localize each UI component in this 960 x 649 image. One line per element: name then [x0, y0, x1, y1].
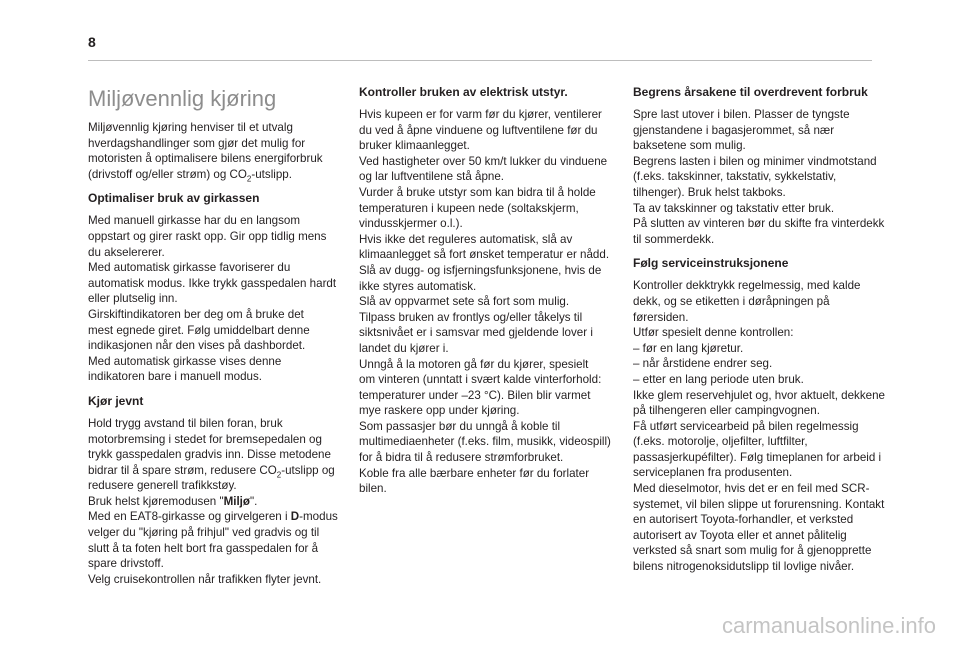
text-line: autorisert av Toyota eller et annet pålitelig	[633, 528, 847, 542]
header-divider	[88, 60, 872, 61]
smooth-driving-paragraph	[88, 416, 350, 588]
text-line	[88, 167, 350, 183]
text-line: indikatoren bare i manuell modus.	[88, 370, 263, 384]
bold-text: Miljø	[223, 494, 250, 508]
text-line: siktsnivået er i samsvar med gjeldende lover i	[359, 326, 593, 340]
text-line: og lar luftventilene stå åpne.	[359, 170, 505, 184]
text-line: Hvis ikke det reguleres automatisk, slå av	[359, 232, 573, 246]
text-line: multimediaenheter (f.eks. film, musikk, videospill)	[359, 435, 611, 449]
gearbox-paragraph	[88, 213, 350, 385]
text-line	[88, 509, 350, 525]
text-line: bilen.	[359, 482, 387, 496]
text-line: Kontroller dekktrykk regelmessig, med kalde	[633, 279, 861, 293]
text-line: førersiden.	[633, 310, 689, 324]
text-line: (f.eks. takskinner, takstativ, sykkelstativ,	[633, 170, 837, 184]
column-3	[633, 84, 901, 583]
text-line: du akselererer.	[88, 245, 165, 259]
text-line: Begrens lasten i bilen og minimer vindmotstand	[633, 154, 877, 168]
text-fragment: Bruk helst kjøremodusen "	[88, 494, 224, 508]
text-line: (f.eks. motorolje, oljefilter, luftfilter,	[633, 435, 808, 449]
text-fragment: ".	[249, 494, 258, 508]
text-line: verksted så snart som mulig for å gjenopprette	[633, 544, 872, 558]
text-line: automatisk modus. Ikke trykk gasspedalen hardt	[88, 276, 337, 290]
text-line: bruker klimaanlegget.	[359, 139, 470, 153]
text-line: temperaturer under –23 °C). Bilen blir varmet	[359, 388, 591, 402]
intro-paragraph	[88, 120, 350, 182]
text-line: Girskiftindikatoren ber deg om å bruke det	[88, 307, 304, 321]
text-line: Ta av takskinner og takstativ etter bruk.	[633, 201, 835, 215]
text-line: mye raskere opp under kjøring.	[359, 404, 520, 418]
text-fragment: bidrar til å spare strøm, redusere CO	[88, 463, 277, 477]
watermark: carmanualsonline.info	[721, 613, 936, 638]
text-line: til sommerdekk.	[633, 232, 715, 246]
text-line: Med dieselmotor, hvis det er en feil med SCR-	[633, 482, 870, 496]
section-heading-service: Følg serviceinstruksjonene	[633, 256, 789, 271]
text-line: Velg cruisekontrollen når trafikken flyter jevnt.	[88, 572, 322, 586]
text-fragment: -utslipp.	[251, 167, 292, 181]
text-line: passasjerkupéfilter). Følg timeplanen for arbeid i	[633, 450, 882, 464]
text-line	[88, 463, 350, 479]
text-line: Slå av dugg- og isfjerningsfunksjonene, hvis de	[359, 263, 602, 277]
text-line: dekk, og se etiketten i døråpningen på	[633, 294, 830, 308]
section-heading-consumption: Begrens årsakene til overdrevent forbruk	[633, 85, 868, 99]
text-line: Unngå å la motoren gå før du kjører, spesielt	[359, 357, 589, 371]
text-line: Hvis kupeen er for varm før du kjører, ventilerer	[359, 108, 602, 121]
text-line: Med automatisk girkasse vises denne	[88, 354, 282, 368]
text-line: spare drivstoff.	[88, 557, 164, 571]
text-line: – etter en lang periode uten bruk.	[633, 372, 804, 386]
text-line: velger du "kjøring på frihjul" ved gradvis og til	[88, 526, 320, 540]
text-line: Miljøvennlig kjøring henviser til et utvalg	[88, 121, 293, 134]
text-line: vindusskjermer o.l.).	[359, 217, 463, 231]
text-line: om vinteren (unntatt i svært kalde vinterforhold:	[359, 373, 602, 387]
text-line: du ved å åpne vinduene og luftventilene før du	[359, 123, 598, 137]
page-title: Miljøvennlig kjøring	[88, 86, 277, 111]
text-line: Koble fra alle bærbare enheter før du forlater	[359, 466, 590, 480]
text-line: Slå av oppvarmet sete så fort som mulig.	[359, 295, 570, 309]
service-paragraph	[633, 278, 901, 574]
text-line: gjenstandene i bagasjerommet, så nær	[633, 123, 835, 137]
column-2	[359, 84, 627, 505]
text-line: bilens nitrogenoksidutslipp til lovlige nivåer.	[633, 560, 855, 574]
text-fragment: (drivstoff og/eller strøm) og CO	[88, 167, 247, 181]
text-fragment: -utslipp og	[281, 463, 335, 477]
text-line: – når årstidene endrer seg.	[633, 357, 773, 371]
text-line: indikasjonen når den vises på dashbordet.	[88, 339, 306, 353]
page-number: 8	[88, 34, 96, 50]
section-heading-gearbox: Optimaliser bruk av girkassen	[88, 191, 260, 206]
text-line: redusere generell trafikkstøy.	[88, 479, 237, 493]
column-1	[88, 86, 350, 595]
text-line: oppstart og girer raskt opp. Gir opp tidlig mens	[88, 229, 327, 243]
text-line: Som passasjer bør du unngå å koble til	[359, 419, 561, 433]
text-line: en autorisert Toyota-forhandler, et verksted	[633, 513, 854, 527]
text-line: serviceplanen fra produsenten.	[633, 466, 793, 480]
text-line: Spre last utover i bilen. Plasser de tyngste	[633, 108, 850, 121]
text-line: Utfør spesielt denne kontrollen:	[633, 326, 794, 340]
text-line: Tilpass bruken av frontlys og/eller tåkelys til	[359, 310, 583, 324]
text-line: trykk gasspedalen gradvis inn. Disse metodene	[88, 448, 331, 462]
text-line: tilhenger). Bruk helst takboks.	[633, 185, 786, 199]
subscript: 2	[276, 470, 282, 479]
text-line: Med automatisk girkasse favoriserer du	[88, 261, 291, 275]
text-fragment: Med en EAT8-girkasse og girvelgeren i	[88, 510, 291, 524]
text-line: Ikke glem reservehjulet og, hvor aktuelt, dekkene	[633, 388, 885, 402]
text-line: – før en lang kjøretur.	[633, 341, 744, 355]
electrical-paragraph	[359, 107, 627, 497]
text-line: Ved hastigheter over 50 km/t lukker du vinduene	[359, 154, 608, 168]
text-line	[88, 494, 350, 510]
section-heading-electrical: Kontroller bruken av elektrisk utstyr.	[359, 85, 568, 99]
bold-text: D	[290, 510, 300, 524]
subscript: 2	[246, 174, 252, 184]
text-line: systemet, vil bilen slippe ut forurensning. Kontakt	[633, 497, 885, 511]
text-line: slutt å ta foten helt bort fra gasspedalen for å	[88, 541, 319, 555]
text-fragment: -modus	[299, 510, 338, 524]
section-heading-smooth-driving: Kjør jevnt	[88, 393, 144, 408]
text-line: ikke styres automatisk.	[359, 279, 477, 293]
text-line: baksetene som mulig.	[633, 139, 746, 153]
text-line: temperaturen i kupeen nede (soltakskjerm,	[359, 201, 579, 215]
text-line: motoristen å optimalisere bilens energiforbruk	[88, 152, 323, 166]
text-line: klimaanlegget så fort ønsket temperatur er nådd.	[359, 248, 610, 262]
text-line: motorbremsing i stedet for bremsepedalen og	[88, 432, 322, 446]
text-line: for å bidra til å redusere strømforbruket.	[359, 451, 564, 465]
text-line: eller plutselig inn.	[88, 292, 178, 306]
text-line: mest egnede giret. Følg umiddelbart denne	[88, 323, 310, 337]
text-line: Vurder å bruke utstyr som kan bidra til å holde	[359, 185, 596, 199]
consumption-paragraph	[633, 107, 901, 247]
text-line: hverdagshandlinger som gjør det mulig for	[88, 136, 306, 150]
text-line: Med manuell girkasse har du en langsom	[88, 214, 301, 228]
text-line: landet du kjører i.	[359, 341, 449, 355]
text-line: på tilhengeren eller campingvognen.	[633, 404, 820, 418]
text-line: Få utført servicearbeid på bilen regelmessig	[633, 419, 859, 433]
text-line: På slutten av vinteren bør du skifte fra vinterdekk	[633, 217, 885, 231]
text-line: Hold trygg avstand til bilen foran, bruk	[88, 416, 283, 430]
